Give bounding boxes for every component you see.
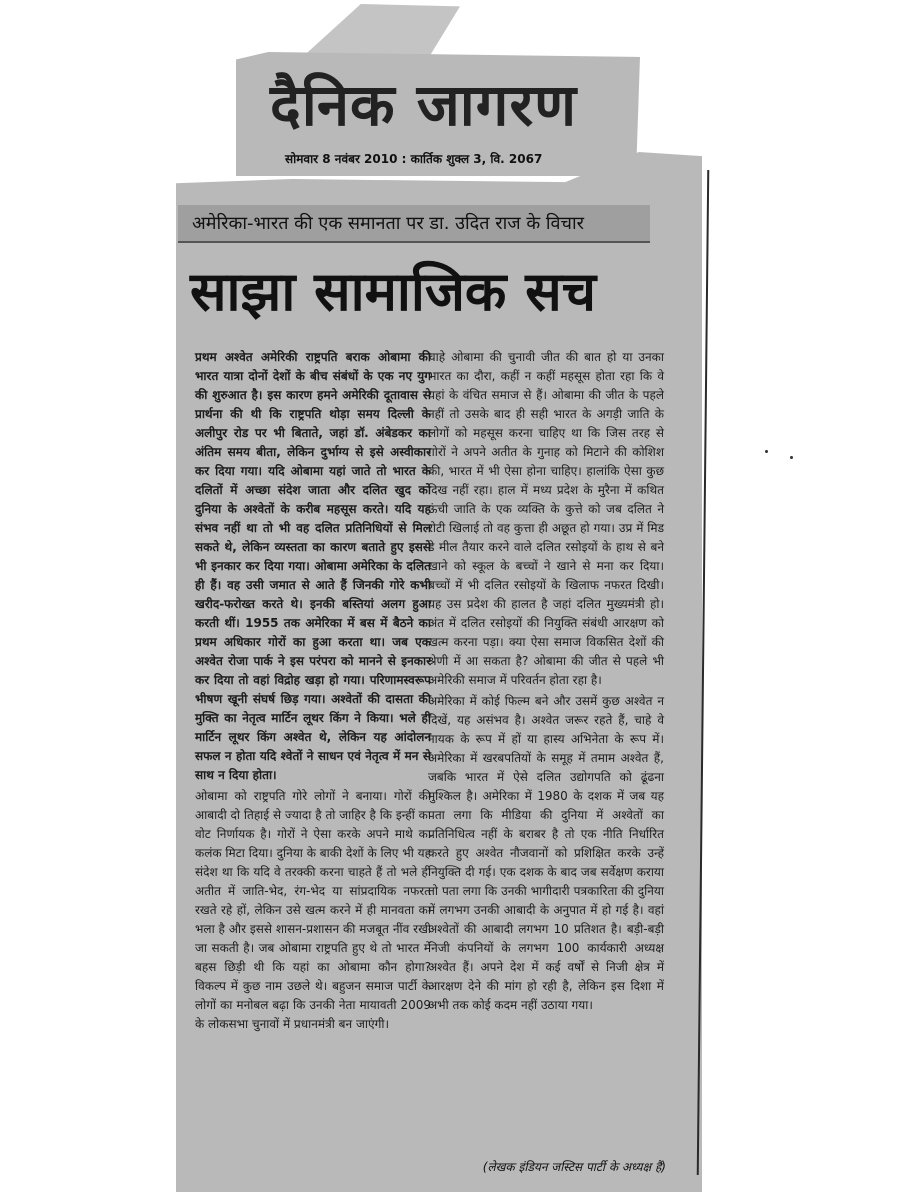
right-column	[428, 348, 664, 1017]
dateline: सोमवार 8 नवंबर 2010 : कार्तिक शुक्ल 3, वि. 2067	[285, 152, 543, 166]
article-headline: साझा सामाजिक सच	[190, 260, 596, 323]
author-byline: (लेखक इंडियन जस्टिस पार्टी के अध्यक्ष हैं)	[482, 1160, 666, 1174]
paragraph: प्रथम अश्वेत अमेरिकी राष्ट्रपति बराक ओबामा की भारत यात्रा दोनों देशों के बीच संबंधों के एक नए युग की शुरुआत है। इस कारण हमने अमेरिकी दूतावास से प्रार्थना की थी कि राष्ट्रपति थोड़ा समय दिल्ली के अलीपुर रोड पर भी बिताते, जहां डॉ. अंबेडकर का अंतिम समय बीता, लेकिन दुर्भाग्य से इसे अस्वीकार कर दिया गया। यदि ओबामा यहां जाते तो भारत के दलितों में अच्छा संदेश जाता और दलित खुद को दुनिया के अश्वेतों के करीब महसूस करते। यदि यह संभव नहीं था तो भी वह दलित प्रतिनिधियों से मिल सकते थे, लेकिन व्यस्तता का कारण बताते हुए इससे भी इनकार कर दिया गया। ओबामा अमेरिका के दलित ही हैं। वह उसी जमात से आते हैं जिनकी गोरे कभी खरीद-फरोख्त करते थे। इनकी बस्तियां अलग हुआ करती थीं। 1955 तक अमेरिका में बस में बैठने का प्रथम अधिकार गोरों का हुआ करता था। जब एक अश्वेत रोजा पार्क ने इस परंपरा को मानने से इनकार कर दिया तो वहां विद्रोह खड़ा हो गया। परिणामस्वरूप भीषण खूनी संघर्ष छिड़ गया। अश्वेतों की दासता की मुक्ति का नेतृत्व मार्टिन लूथर किंग ने किया। भले ही मार्टिन लूथर किंग अश्वेत थे, लेकिन यह आंदोलन सफल न होता यदि श्वेतों ने साधन एवं नेतृत्व में मन से साथ न दिया होता।	[195, 350, 431, 782]
left-column	[195, 348, 431, 1036]
paragraph: अमेरिका में कोई फिल्म बने और उसमें कुछ अश्वेत न दिखें, यह असंभव है। अश्वेत जरूर रहते हैं, चाहे वे नायक के रूप में हों या हास्य अभिनेता के रूप में। अमेरिका में खरबपतियों के समूह में तमाम अश्वेत हैं, जबकि भारत में ऐसे दलित उद्योगपति को ढूंढना मुश्किल है। अमेरिका में 1980 के दशक में जब यह पता लगा कि मीडिया की दुनिया में अश्वेतों का प्रतिनिधित्व नहीं के बराबर है तो एक नीति निर्धारित करते हुए अश्वेत नौजवानों को प्रशिक्षित करके उन्हें नियुक्ति दी गई। एक दशक के बाद जब सर्वेक्षण कराया तो पता लगा कि उनकी भागीदारी पत्रकारिता की दुनिया में लगभग उनकी आबादी के अनुपात में हो गई है। वहां अश्वेतों की आबादी लगभग 10 प्रतिशत है। बड़ी-बड़ी निजी कंपनियों के लगभग 100 कार्यकारी अध्यक्ष अश्वेत हैं। अपने देश में कई वर्षों से निजी क्षेत्र में आरक्षण देने की मांग हो रही है, लेकिन इस दिशा में अभी तक कोई कदम नहीं उठाया गया।	[428, 694, 664, 1012]
article-kicker: अमेरिका-भारत की एक समानता पर डा. उदित राज के विचार	[178, 205, 650, 243]
scan-speck	[790, 456, 793, 459]
scan-speck	[765, 450, 768, 453]
paragraph: ओबामा को राष्ट्रपति गोरे लोगों ने बनाया। गोरों की आबादी दो तिहाई से ज्यादा है तो जाहिर है कि इन्हीं का वोट निर्णायक है। गोरों ने ऐसा करके अपने माथे का कलंक मिटा दिया। दुनिया के बाकी देशों के लिए भी यह संदेश था कि यदि वे तरक्की करना चाहते हैं तो भले ही अतीत में जाति-भेद, रंग-भेद या सांप्रदायिक नफरत रखते रहे हों, लेकिन उसे खत्म करने में ही मानवता का भला है और इससे शासन-प्रशासन की मजबूत नींव रखी जा सकती है। जब ओबामा राष्ट्रपति हुए थे तो भारत में बहस छिड़ी थी कि यहां का ओबामा कौन होगा? विकल्प में कुछ नाम उछले थे। बहुजन समाज पार्टी के लोगों का मनोबल बढ़ा कि उनकी नेता मायावती 2009 के लोकसभा चुनावों में प्रधानमंत्री बन जाएंगी।	[195, 789, 431, 1031]
newspaper-title: दैनिक जागरण	[270, 71, 578, 139]
paragraph: चाहे ओबामा की चुनावी जीत की बात हो या उनका भारत का दौरा, कहीं न कहीं महसूस होता रहा कि वे यहां के वंचित समाज से हैं। ओबामा की जीत के पहले नहीं तो उसके बाद ही सही भारत के अगड़ी जाति के लोगों को महसूस करना चाहिए था कि जिस तरह से गोरों ने अपने अतीत के गुनाह को मिटाने की कोशिश की, भारत में भी ऐसा होना चाहिए। हालांकि ऐसा कुछ दिख नहीं रहा। हाल में मध्य प्रदेश के मुरैना में कथित ऊंची जाति के एक व्यक्ति के कुत्ते को जब दलित ने रोटी खिलाई तो वह कुत्ता ही अछूत हो गया। उप्र में मिड डे मील तैयार करने वाले दलित रसोइयों के हाथ से बने खाने को स्कूल के बच्चों ने खाने से मना कर दिया। बच्चों में भी दलित रसोइयों के खिलाफ नफरत दिखी। यह उस प्रदेश की हालत है जहां दलित मुख्यमंत्री हो। अंत में दलित रसोइयों की नियुक्ति संबंधी आरक्षण को खत्म करना पड़ा। क्या ऐसा समाज विकसित देशों की श्रेणी में आ सकता है? ओबामा की जीत से पहले भी अमेरिकी समाज में परिवर्तन होता रहा है।	[428, 350, 664, 687]
